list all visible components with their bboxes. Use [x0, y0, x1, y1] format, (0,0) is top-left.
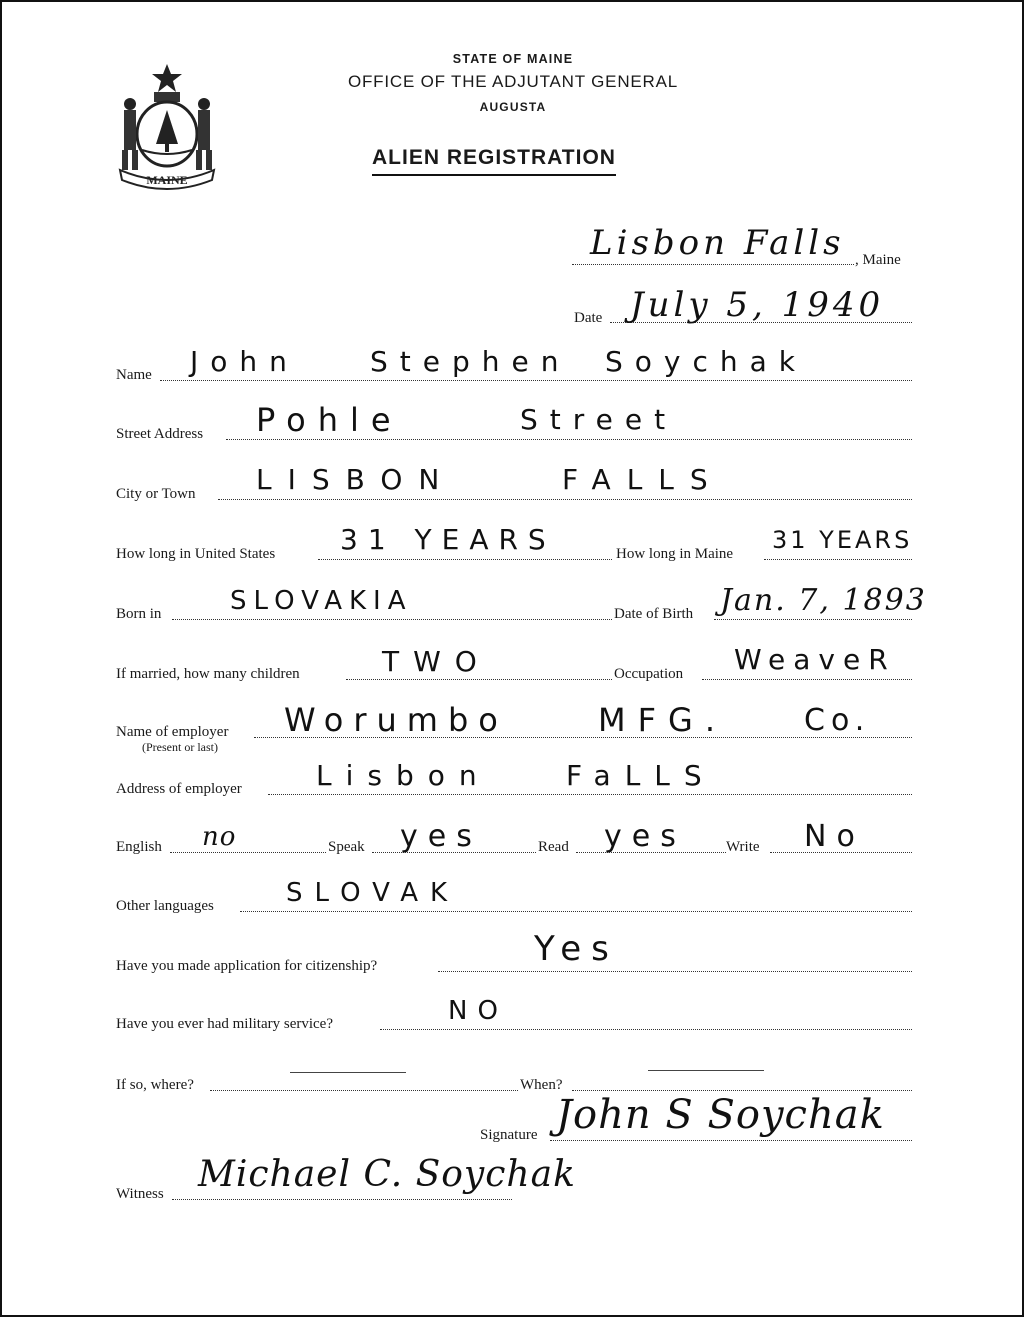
date-of-birth-value: Jan. 7, 1893: [720, 583, 927, 618]
english-line: [170, 852, 326, 853]
city-heading: AUGUSTA: [479, 100, 547, 114]
name-first-value: John: [190, 345, 299, 378]
read-value: yes: [604, 819, 686, 854]
when-dash: [648, 1070, 764, 1071]
place-value: Lisbon Falls: [590, 223, 845, 263]
street-address-value-2: Street: [520, 403, 678, 436]
military-line: [380, 1029, 912, 1030]
signature-value: John S Soychak: [556, 1092, 885, 1138]
other-languages-line: [240, 911, 912, 912]
citizenship-label: Have you made application for citizenship?: [116, 958, 378, 974]
english-label: English: [116, 839, 162, 855]
seal-banner-text: MAINE: [146, 173, 188, 187]
employer-sublabel: (Present or last): [142, 740, 218, 754]
employer-value-3: Co.: [804, 703, 871, 738]
witness-label: Witness: [116, 1186, 164, 1202]
speak-value: yes: [400, 819, 482, 854]
if-so-where-dash: [290, 1072, 406, 1073]
street-address-line: [226, 439, 912, 440]
other-languages-value: SLOVAK: [286, 878, 460, 908]
witness-line: [172, 1199, 512, 1200]
date-label: Date: [574, 310, 603, 326]
signature-label: Signature: [480, 1127, 538, 1143]
employer-value-1: Worumbo: [284, 701, 508, 739]
how-long-us-value: 31 YEARS: [340, 523, 556, 556]
occupation-line: [702, 679, 912, 680]
employer-label: Name of employer: [116, 724, 229, 740]
employer-address-line: [268, 794, 912, 795]
office-heading: OFFICE OF THE ADJUTANT GENERAL: [347, 72, 679, 91]
children-line: [346, 679, 612, 680]
how-long-us-label: How long in United States: [116, 546, 276, 562]
born-in-line: [172, 619, 612, 620]
read-label: Read: [538, 839, 569, 855]
date-of-birth-label: Date of Birth: [614, 606, 694, 622]
english-value: no: [202, 822, 237, 852]
how-long-maine-value: 31 YEARS: [772, 526, 913, 554]
maine-state-seal-icon: [112, 62, 222, 192]
write-value: No: [804, 819, 865, 854]
citizenship-line: [438, 971, 912, 972]
signature-line: [550, 1140, 912, 1141]
city-line: [218, 499, 912, 500]
how-long-maine-line: [764, 559, 912, 560]
form-title: ALIEN REGISTRATION: [372, 146, 616, 176]
name-last-value: Soychak: [605, 345, 807, 378]
children-label: If married, how many children: [116, 666, 300, 682]
city-label: City or Town: [116, 486, 196, 502]
employer-address-value-2: FaLLS: [566, 759, 716, 792]
place-suffix: , Maine: [855, 252, 901, 268]
employer-value-2: MFG.: [598, 701, 727, 739]
citizenship-value: Yes: [534, 929, 619, 969]
city-value-1: LISBON: [256, 463, 456, 496]
witness-value: Michael C. Soychak: [198, 1154, 576, 1195]
if-so-where-line: [210, 1090, 518, 1091]
place-line: [572, 264, 854, 265]
employer-address-label: Address of employer: [116, 781, 242, 797]
when-label: When?: [520, 1077, 563, 1093]
speak-label: Speak: [328, 839, 365, 855]
if-so-where-label: If so, where?: [116, 1077, 194, 1093]
how-long-us-line: [318, 559, 612, 560]
street-address-value-1: Pohle: [256, 401, 403, 439]
how-long-maine-label: How long in Maine: [616, 546, 734, 562]
occupation-value: WeaveR: [734, 643, 896, 676]
employer-address-value-1: Lisbon: [316, 759, 491, 792]
when-line: [572, 1090, 912, 1091]
children-value: TWO: [382, 645, 491, 678]
date-value: July 5, 1940: [630, 285, 885, 325]
street-address-label: Street Address: [116, 426, 204, 442]
city-value-2: FALLS: [562, 463, 724, 496]
military-label: Have you ever had military service?: [116, 1016, 333, 1032]
write-label: Write: [726, 839, 760, 855]
other-languages-label: Other languages: [116, 898, 214, 914]
name-line: [160, 380, 912, 381]
occupation-label: Occupation: [614, 666, 684, 682]
name-middle-value: Stephen: [370, 345, 571, 378]
state-heading: STATE OF MAINE: [452, 52, 574, 66]
date-of-birth-line: [714, 619, 912, 620]
name-label: Name: [116, 367, 152, 383]
born-in-value: SLOVAKIA: [230, 586, 413, 616]
military-value: NO: [448, 996, 508, 1026]
born-in-label: Born in: [116, 606, 162, 622]
